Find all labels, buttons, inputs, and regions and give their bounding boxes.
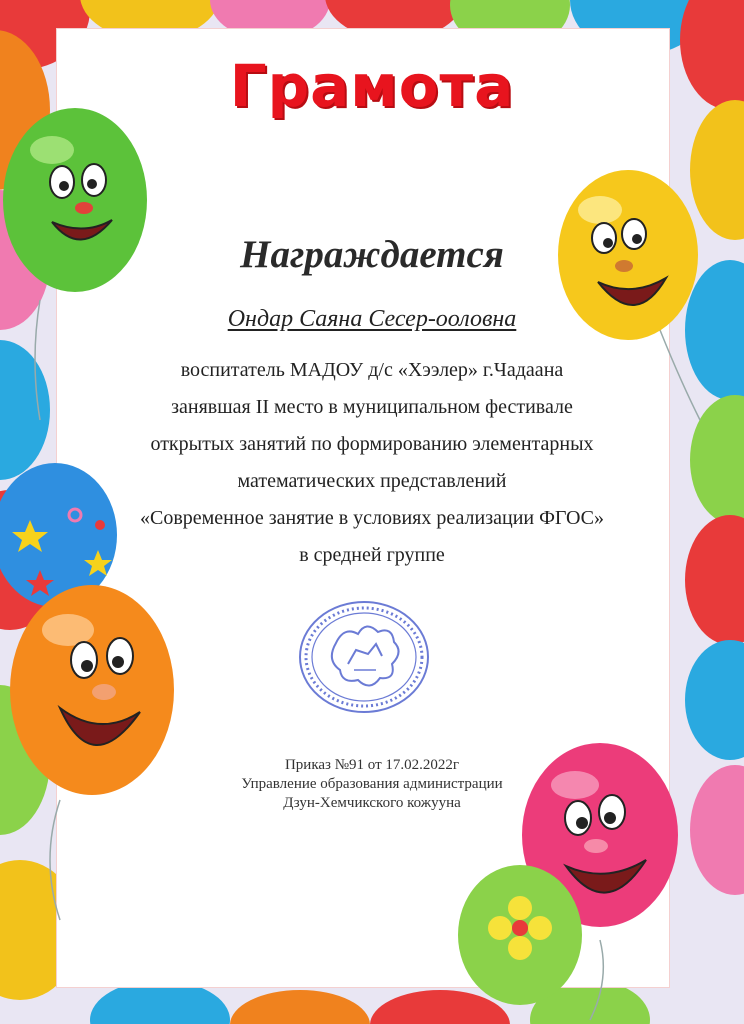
issuer-line: Управление образования администрации xyxy=(241,776,503,792)
body-line: математических представлений xyxy=(237,470,507,492)
issuer-line: Дзун-Хемчикского кожууна xyxy=(283,795,461,811)
award-description xyxy=(0,352,744,574)
recipient-name: Ондар Саяна Сесер-ооловна xyxy=(227,306,517,332)
body-line: «Современное занятие в условиях реализации ФГОС» xyxy=(139,507,604,529)
certificate-title: Грамота xyxy=(229,52,515,120)
body-line: в средней группе xyxy=(299,544,445,566)
body-line: воспитатель МАДОУ д/с «Хээлер» г.Чадаана xyxy=(180,359,564,381)
order-line: Приказ №91 от 17.02.2022г xyxy=(284,757,460,773)
issuer-block xyxy=(0,756,744,813)
body-line: занявшая II место в муниципальном фестивале xyxy=(171,396,573,418)
body-line: открытых занятий по формированию элементарных xyxy=(150,433,594,455)
official-stamp xyxy=(296,598,432,716)
awarded-heading: Награждается xyxy=(240,233,504,276)
